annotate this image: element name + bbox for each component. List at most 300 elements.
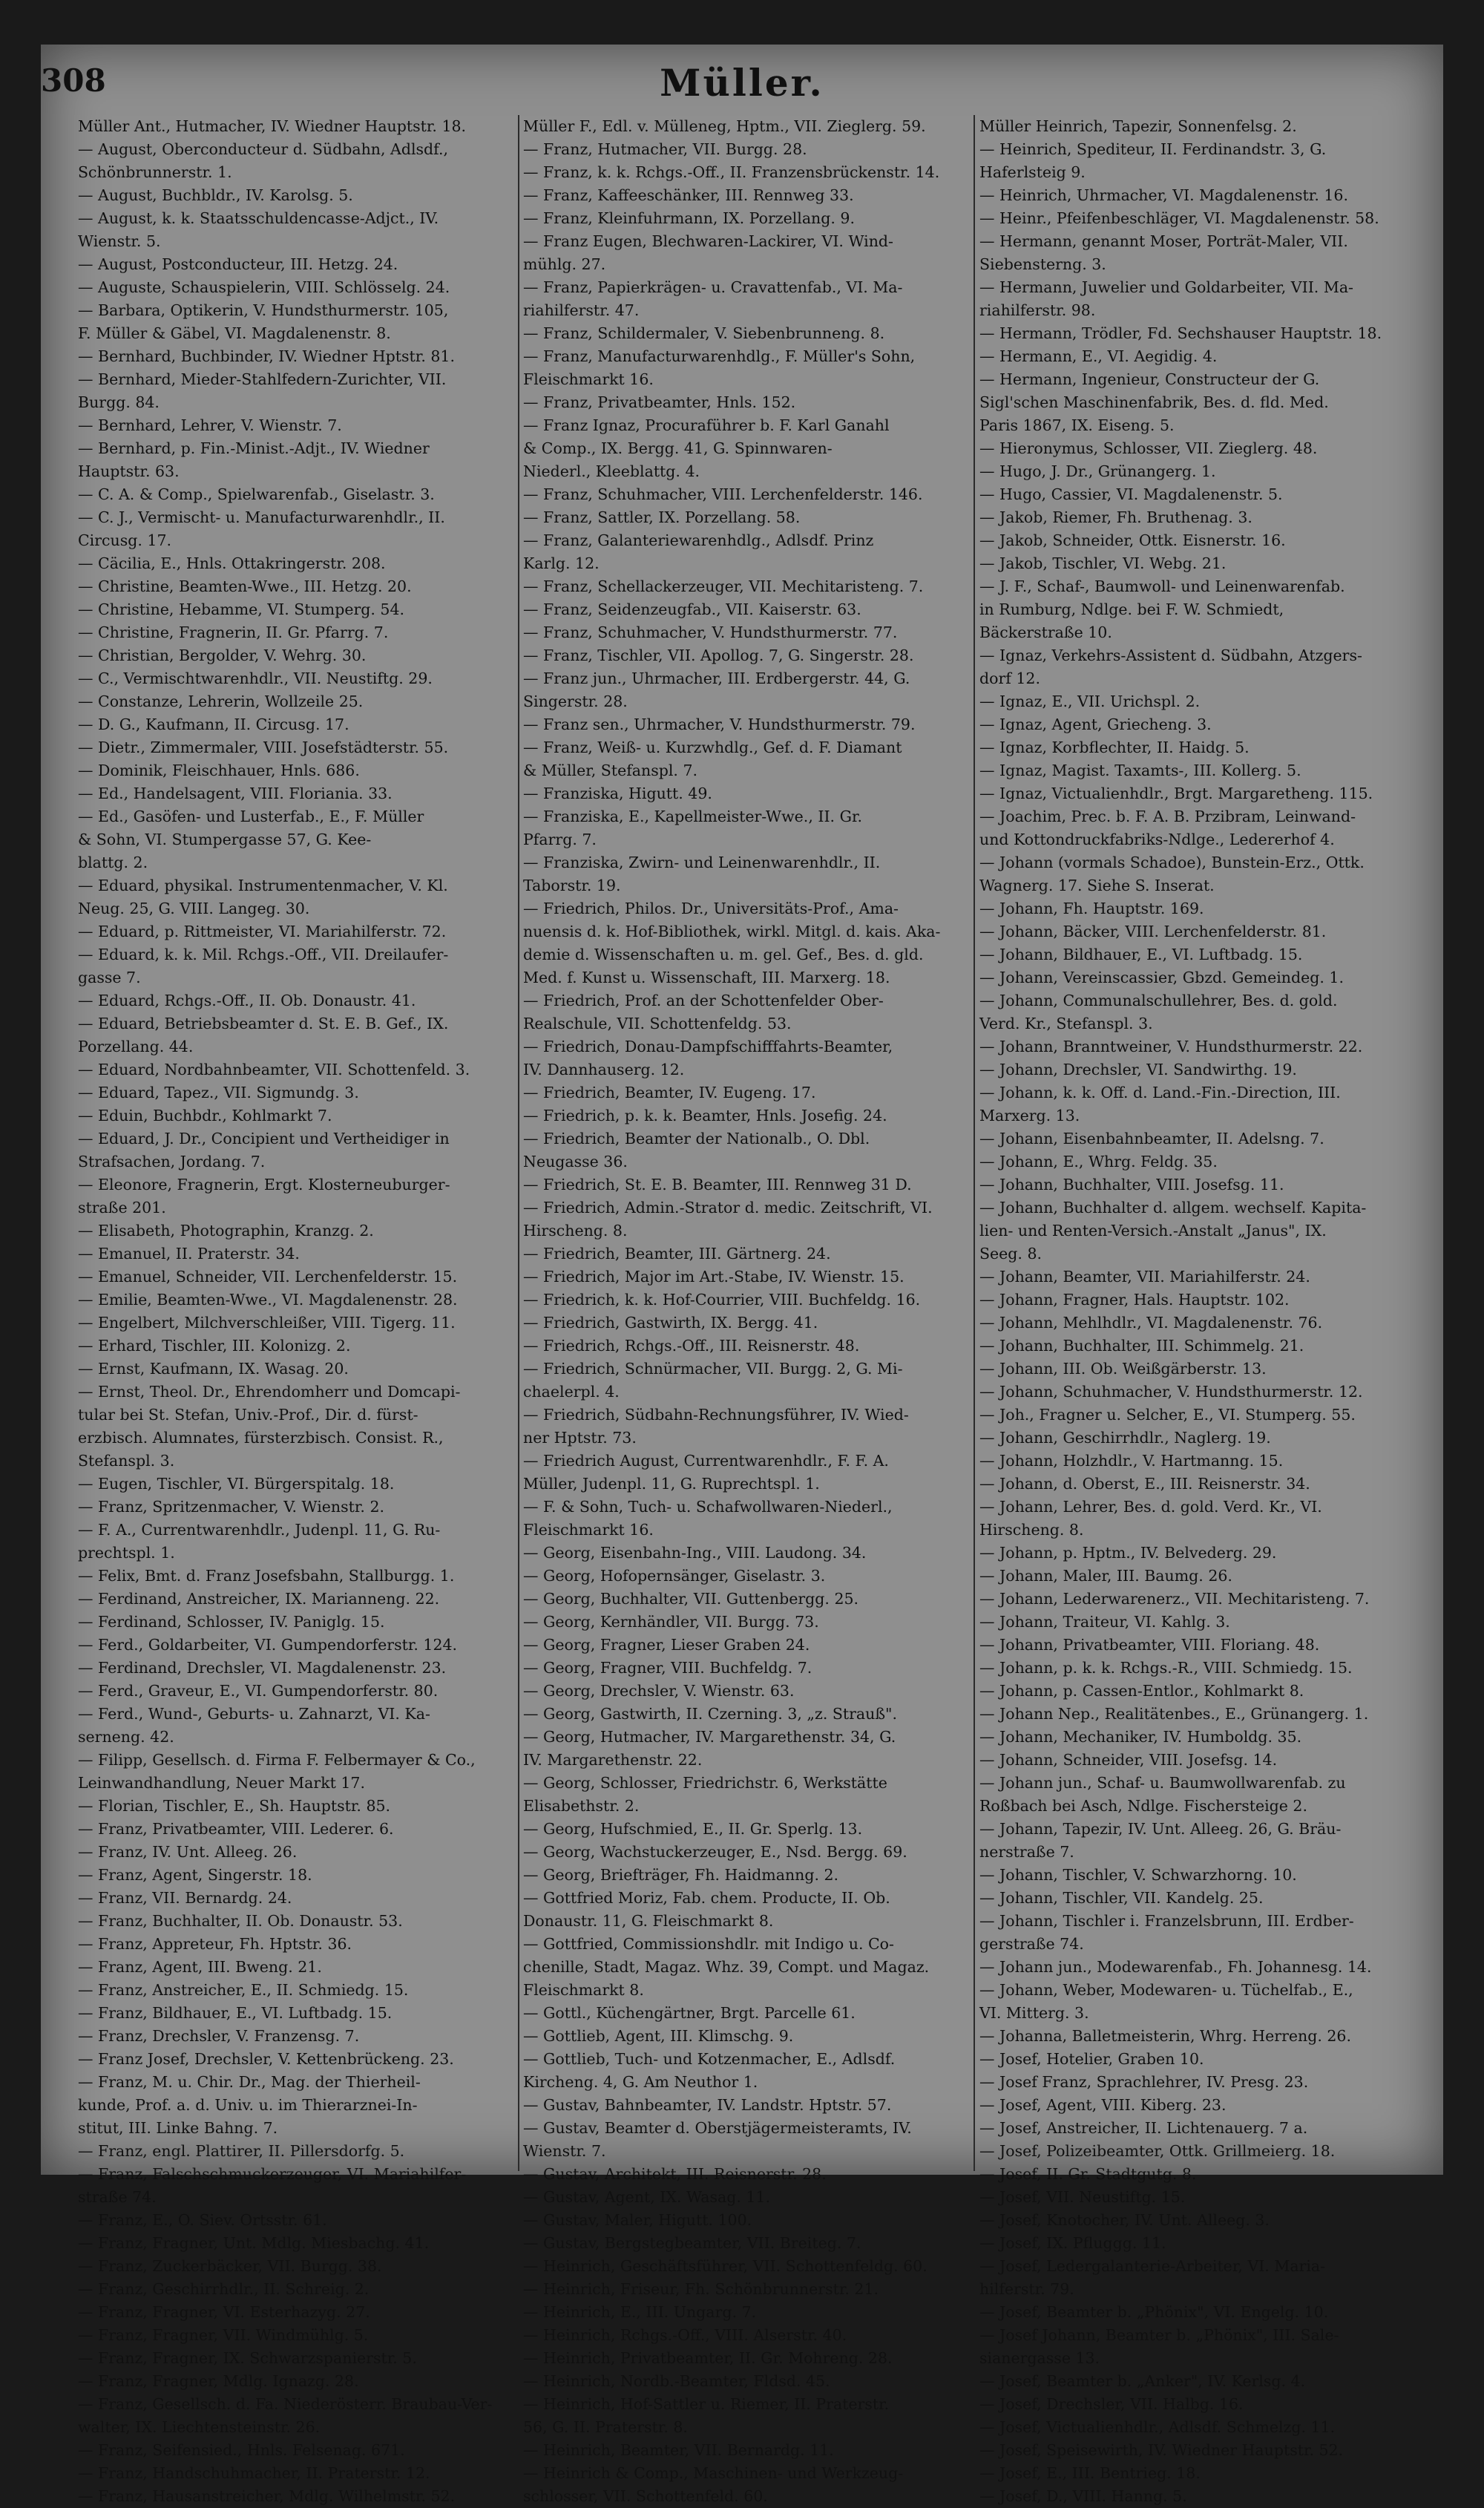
directory-line: & Comp., IX. Bergg. 41, G. Spinnwaren- bbox=[523, 439, 833, 457]
directory-line: — Johann (vormals Schadoe), Bunstein-Erz., Ottk. bbox=[979, 854, 1365, 871]
directory-line: — Dominik, Fleischhauer, Hnls. 686. bbox=[78, 762, 360, 779]
directory-line: — Johann, Privatbeamter, VIII. Floriang. 48. bbox=[979, 1636, 1320, 1654]
directory-line: — Josef, Drechsler, VII. Halbg. 16. bbox=[979, 2395, 1244, 2413]
directory-line: — Heinrich & Comp., Maschinen- und Werkzeug- bbox=[523, 2464, 904, 2482]
directory-line: Porzellang. 44. bbox=[78, 1038, 194, 1055]
directory-line: Roßbach bei Asch, Ndlge. Fischersteige 2. bbox=[979, 1797, 1307, 1815]
directory-line: — C. J., Vermischt- u. Manufacturwarenhdlr., II. bbox=[78, 508, 445, 526]
directory-line: demie d. Wissenschaften u. m. gel. Gef., Bes. d. gld. bbox=[523, 946, 924, 963]
directory-line: — Heinrich, Uhrmacher, VI. Magdalenenstr. 16. bbox=[979, 186, 1348, 204]
directory-line: — Heinrich, Geschäftsführer, VII. Schottenfeldg. 60. bbox=[523, 2257, 928, 2275]
directory-line: — Josef, Beamter b. „Anker", IV. Kerlsg. 4. bbox=[979, 2372, 1306, 2390]
directory-line: in Rumburg, Ndlge. bei F. W. Schmiedt, bbox=[979, 600, 1284, 618]
directory-line: Kircheng. 4, G. Am Neuthor 1. bbox=[523, 2073, 758, 2091]
running-head: Müller. bbox=[660, 61, 824, 105]
directory-line: — August, Buchbldr., IV. Karolsg. 5. bbox=[78, 186, 353, 204]
directory-line: — Johann, Branntweiner, V. Hundsthurmerstr. 22. bbox=[979, 1038, 1363, 1055]
directory-line: — Franz, Fragner, VII. Windmühlg. 5. bbox=[78, 2326, 369, 2344]
directory-line: Bäckerstraße 10. bbox=[979, 623, 1112, 641]
directory-line: — Friedrich, Beamter, IV. Eugeng. 17. bbox=[523, 1084, 816, 1101]
directory-line: — Franz, M. u. Chir. Dr., Mag. der Thierheil- bbox=[78, 2073, 421, 2091]
directory-line: — Heinrich, Hof-Sattler u. Riemer, II. Praterstr. bbox=[523, 2395, 890, 2413]
directory-line: — Franz, Drechsler, V. Franzensg. 7. bbox=[78, 2027, 360, 2045]
directory-line: — Johann, Tischler, VII. Kandelg. 25. bbox=[979, 1889, 1264, 1907]
directory-line: — Josef, Ledergalanterie-Arbeiter, VI. Maria- bbox=[979, 2257, 1326, 2275]
directory-line: — Bernhard, p. Fin.-Minist.-Adjt., IV. Wiedner bbox=[78, 439, 430, 457]
directory-line: — Franz, Schuhmacher, VIII. Lerchenfelderstr. 146. bbox=[523, 485, 923, 503]
directory-line: — Franz, Bildhauer, E., VI. Luftbadg. 15. bbox=[78, 2004, 393, 2022]
directory-line: — Josef, E., III. Bentrieg. 18. bbox=[979, 2464, 1201, 2482]
directory-line: — Johann, Tischler, V. Schwarzhorng. 10. bbox=[979, 1866, 1297, 1884]
directory-line: erzbisch. Alumnates, fürsterzbisch. Consist. R., bbox=[78, 1429, 444, 1447]
directory-line: — Ed., Handelsagent, VIII. Floriania. 33. bbox=[78, 785, 393, 802]
directory-line: — Franz, engl. Plattirer, II. Pillersdorfg. 5. bbox=[78, 2142, 405, 2160]
directory-line: — Emanuel, Schneider, VII. Lerchenfelderstr. 15. bbox=[78, 1268, 458, 1286]
directory-line: serneng. 42. bbox=[78, 1728, 174, 1746]
directory-line: nerstraße 7. bbox=[979, 1843, 1074, 1861]
directory-line: — Franziska, Zwirn- und Leinenwarenhdlr., II. bbox=[523, 854, 881, 871]
directory-line: lien- und Renten-Versich.-Anstalt „Janus", IX. bbox=[979, 1222, 1327, 1240]
directory-line: Pfarrg. 7. bbox=[523, 831, 597, 848]
directory-line: Singerstr. 28. bbox=[523, 693, 628, 710]
directory-line: — Gottfried Moriz, Fab. chem. Producte, II. Ob. bbox=[523, 1889, 890, 1907]
directory-line: — Franz, Seifensied., Hnls. Felsenag. 671. bbox=[78, 2441, 405, 2459]
directory-line: und Kottondruckfabriks-Ndlge., Ledererhof 4. bbox=[979, 831, 1335, 848]
directory-line: — Johann, Holzhdlr., V. Hartmanng. 15. bbox=[979, 1452, 1284, 1470]
directory-line: ner Hptstr. 73. bbox=[523, 1429, 637, 1447]
directory-line: — Johann, Traiteur, VI. Kahlg. 3. bbox=[979, 1613, 1230, 1631]
directory-line: — Georg, Buchhalter, VII. Guttenbergg. 25. bbox=[523, 1590, 859, 1608]
directory-line: — Georg, Fragner, VIII. Buchfeldg. 7. bbox=[523, 1659, 812, 1677]
directory-line: — Ferd., Wund-, Geburts- u. Zahnarzt, VI. Ka- bbox=[78, 1705, 430, 1723]
directory-line: — Eduard, p. Rittmeister, VI. Mariahilferstr. 72. bbox=[78, 923, 447, 940]
directory-line: — Georg, Wachstuckerzeuger, E., Nsd. Bergg. 69. bbox=[523, 1843, 907, 1861]
directory-line: — Franz, VII. Bernardg. 24. bbox=[78, 1889, 292, 1907]
directory-line: — Bernhard, Mieder-Stahlfedern-Zurichter, VII. bbox=[78, 370, 447, 388]
directory-line: — Georg, Hofopernsänger, Giselastr. 3. bbox=[523, 1567, 826, 1585]
directory-line: — Heinrich, Nordb.-Beamter, Fldsd. 45. bbox=[523, 2372, 830, 2390]
directory-line: — Engelbert, Milchverschleißer, VIII. Tigerg. 11. bbox=[78, 1314, 456, 1332]
directory-line: riahilferstr. 98. bbox=[979, 301, 1096, 319]
directory-line: — Gottl., Küchengärtner, Brgt. Parcelle 61. bbox=[523, 2004, 856, 2022]
directory-line: — Friedrich, Schnürmacher, VII. Burgg. 2, G. Mi- bbox=[523, 1360, 903, 1378]
directory-line: — Christine, Beamten-Wwe., III. Hetzg. 20. bbox=[78, 577, 412, 595]
directory-line: — Josef, Anstreicher, II. Lichtenauerg. 7 a. bbox=[979, 2119, 1308, 2137]
column-divider bbox=[974, 115, 975, 2171]
directory-line: Hirscheng. 8. bbox=[979, 1521, 1084, 1539]
column-divider bbox=[518, 115, 519, 2171]
directory-line: — Gottlieb, Tuch- und Kotzenmacher, E., Adlsdf. bbox=[523, 2050, 896, 2068]
directory-line: — Ernst, Kaufmann, IX. Wasag. 20. bbox=[78, 1360, 349, 1378]
directory-line: Elisabethstr. 2. bbox=[523, 1797, 640, 1815]
directory-line: — Friedrich, Südbahn-Rechnungsführer, IV. Wied- bbox=[523, 1406, 909, 1424]
directory-line: gasse 7. bbox=[78, 969, 141, 986]
directory-line: — Franz, Fragner, IX. Schwarzspanierstr. 5. bbox=[78, 2349, 417, 2367]
directory-line: — Eduard, Tapez., VII. Sigmundg. 3. bbox=[78, 1084, 359, 1101]
directory-line: — Eugen, Tischler, VI. Bürgerspitalg. 18. bbox=[78, 1475, 395, 1493]
directory-line: — Georg, Schlosser, Friedrichstr. 6, Werkstätte bbox=[523, 1774, 887, 1792]
directory-line: — Christine, Hebamme, VI. Stumperg. 54. bbox=[78, 600, 405, 618]
directory-line: — Johann, Bildhauer, E., VI. Luftbadg. 15. bbox=[979, 946, 1303, 963]
directory-line: — Franz, Agent, Singerstr. 18. bbox=[78, 1866, 312, 1884]
directory-line: — Florian, Tischler, E., Sh. Hauptstr. 85. bbox=[78, 1797, 391, 1815]
directory-line: — Hermann, genannt Moser, Porträt-Maler, VII. bbox=[979, 232, 1348, 250]
directory-line: — Franz, IV. Unt. Alleeg. 26. bbox=[78, 1843, 298, 1861]
directory-line: — Josef, Speisewirth, IV. Wiedner Hauptstr. 52. bbox=[979, 2441, 1344, 2459]
directory-line: Fleischmarkt 16. bbox=[523, 370, 654, 388]
directory-line: — Joh., Fragner u. Selcher, E., VI. Stumperg. 55. bbox=[979, 1406, 1356, 1424]
directory-line: 56, G. II. Praterstr. 8. bbox=[523, 2418, 688, 2436]
directory-line: Hauptstr. 63. bbox=[78, 462, 180, 480]
directory-line: — Franz, Fragner, VI. Esterhazyg. 27. bbox=[78, 2303, 370, 2321]
directory-line: — Josef, VII. Neustiftg. 15. bbox=[979, 2188, 1186, 2206]
directory-line: Fleischmarkt 16. bbox=[523, 1521, 654, 1539]
directory-line: — Ignaz, Magist. Taxamts-, III. Kollerg. 5. bbox=[979, 762, 1301, 779]
directory-line: — Franz Eugen, Blechwaren-Lackirer, VI. Wind- bbox=[523, 232, 893, 250]
directory-line: — Eduin, Buchbdr., Kohlmarkt 7. bbox=[78, 1107, 332, 1124]
directory-line: — Johann, E., Whrg. Feldg. 35. bbox=[979, 1153, 1218, 1170]
column-3 bbox=[979, 115, 1439, 2505]
directory-line: — Ignaz, Agent, Griecheng. 3. bbox=[979, 716, 1212, 733]
directory-line: Müller Ant., Hutmacher, IV. Wiedner Hauptstr. 18. bbox=[78, 117, 467, 135]
directory-line: — Franz, Schellackerzeuger, VII. Mechitaristeng. 7. bbox=[523, 577, 924, 595]
directory-line: — Emanuel, II. Praterstr. 34. bbox=[78, 1245, 300, 1263]
directory-line: — Barbara, Optikerin, V. Hundsthurmerstr. 105, bbox=[78, 301, 449, 319]
directory-line: — Gustav, Bahnbeamter, IV. Landstr. Hptstr. 57. bbox=[523, 2096, 892, 2114]
directory-line: — Gottlieb, Agent, III. Klimschg. 9. bbox=[523, 2027, 794, 2045]
directory-line: — Johann, Buchhalter d. allgem. wechself. Kapita- bbox=[979, 1199, 1367, 1217]
directory-line: — Heinrich, Beamter, VII. Bernardg. 11. bbox=[523, 2441, 834, 2459]
directory-line: IV. Dannhauserg. 12. bbox=[523, 1061, 685, 1078]
directory-line: — Johann jun., Schaf- u. Baumwollwarenfab. zu bbox=[979, 1774, 1346, 1792]
directory-line: hilferstr. 79. bbox=[979, 2280, 1074, 2298]
directory-line: — Johann, Mechaniker, IV. Humboldg. 35. bbox=[979, 1728, 1302, 1746]
directory-line: Paris 1867, IX. Eiseng. 5. bbox=[979, 416, 1175, 434]
directory-line: — Franz, Buchhalter, II. Ob. Donaustr. 53. bbox=[78, 1912, 403, 1930]
directory-line: Leinwandhandlung, Neuer Markt 17. bbox=[78, 1774, 365, 1792]
directory-line: — August, k. k. Staatsschuldencasse-Adjct., IV. bbox=[78, 209, 439, 227]
directory-line: — Johann, Communalschullehrer, Bes. d. gold. bbox=[979, 992, 1338, 1009]
directory-line: — Franz, Sattler, IX. Porzellang. 58. bbox=[523, 508, 801, 526]
directory-line: — Franz sen., Uhrmacher, V. Hundsthurmerstr. 79. bbox=[523, 716, 916, 733]
directory-line: — Bernhard, Buchbinder, IV. Wiedner Hptstr. 81. bbox=[78, 347, 455, 365]
directory-line: — Johann, Fragner, Hals. Hauptstr. 102. bbox=[979, 1291, 1290, 1309]
directory-line: stitut, III. Linke Bahng. 7. bbox=[78, 2119, 278, 2137]
directory-line: — Josef, Victualienhdlr., Adlsdf. Schmelzg. 11. bbox=[979, 2418, 1336, 2436]
directory-line: Med. f. Kunst u. Wissenschaft, III. Marxerg. 18. bbox=[523, 969, 890, 986]
directory-line: — Bernhard, Lehrer, V. Wienstr. 7. bbox=[78, 416, 342, 434]
directory-line: — Johann, Lehrer, Bes. d. gold. Verd. Kr., VI. bbox=[979, 1498, 1322, 1516]
directory-line: Schönbrunnerstr. 1. bbox=[78, 163, 232, 181]
directory-line: — Johann, Vereinscassier, Gbzd. Gemeindeg. 1. bbox=[979, 969, 1344, 986]
directory-line: — Eduard, Rchgs.-Off., II. Ob. Donaustr. 41. bbox=[78, 992, 416, 1009]
directory-line: sianergasse 13. bbox=[979, 2349, 1100, 2367]
directory-line: — Georg, Kernhändler, VII. Burgg. 73. bbox=[523, 1613, 819, 1631]
directory-line: — Emilie, Beamten-Wwe., VI. Magdalenenstr. 28. bbox=[78, 1291, 458, 1309]
directory-line: — Franz, Papierkrägen- u. Cravattenfab., VI. Ma- bbox=[523, 278, 903, 296]
directory-line: — Franz, Kaffeeschänker, III. Rennweg 33. bbox=[523, 186, 854, 204]
directory-line: — Joachim, Prec. b. F. A. B. Przibram, Leinwand- bbox=[979, 808, 1356, 825]
directory-line: — Ignaz, Verkehrs-Assistent d. Südbahn, Atzgers- bbox=[979, 646, 1362, 664]
directory-line: — Franz, Galanteriewarenhdlg., Adlsdf. Prinz bbox=[523, 531, 874, 549]
directory-line: — Johann, Maler, III. Baumg. 26. bbox=[979, 1567, 1232, 1585]
directory-line: — Eleonore, Fragnerin, Ergt. Klosterneuburger- bbox=[78, 1176, 450, 1194]
directory-line: — Gustav, Architekt, III. Reisnerstr. 28. bbox=[523, 2165, 827, 2183]
directory-line: — Friedrich, St. E. B. Beamter, III. Rennweg 31 D. bbox=[523, 1176, 912, 1194]
directory-line: — Johann, p. k. k. Rchgs.-R., VIII. Schmiedg. 15. bbox=[979, 1659, 1353, 1677]
directory-line: — Johann, Schneider, VIII. Josefsg. 14. bbox=[979, 1751, 1278, 1769]
directory-line: — Hermann, Juwelier und Goldarbeiter, VII. Ma- bbox=[979, 278, 1353, 296]
directory-line: — Johann, Mehlhdlr., VI. Magdalenenstr. 76. bbox=[979, 1314, 1323, 1332]
directory-line: — Hermann, Ingenieur, Constructeur der G. bbox=[979, 370, 1320, 388]
directory-line: — Ferd., Goldarbeiter, VI. Gumpendorferstr. 124. bbox=[78, 1636, 458, 1654]
directory-line: — Georg, Gastwirth, II. Czerning. 3, „z. Strauß". bbox=[523, 1705, 897, 1723]
directory-line: — Franz, Spritzenmacher, V. Wienstr. 2. bbox=[78, 1498, 385, 1516]
directory-line: Karlg. 12. bbox=[523, 554, 600, 572]
directory-line: Strafsachen, Jordang. 7. bbox=[78, 1153, 266, 1170]
directory-line: — Franz, Hutmacher, VII. Burgg. 28. bbox=[523, 140, 807, 158]
directory-line: — Friedrich August, Currentwarenhdlr., F. F. A. bbox=[523, 1452, 889, 1470]
directory-line: kunde, Prof. a. d. Univ. u. im Thierarznei-In- bbox=[78, 2096, 418, 2114]
directory-line: — Franz, Appreteur, Fh. Hptstr. 36. bbox=[78, 1935, 352, 1953]
directory-line: VI. Mitterg. 3. bbox=[979, 2004, 1089, 2022]
directory-line: Müller F., Edl. v. Mülleneg, Hptm., VII. Zieglerg. 59. bbox=[523, 117, 926, 135]
directory-line: — Franz, Geschirrhdlr., II. Schreig. 2. bbox=[78, 2280, 370, 2298]
directory-line: — C. A. & Comp., Spielwarenfab., Giselastr. 3. bbox=[78, 485, 435, 503]
directory-line: — Josef, Beamter b. „Phönix", VI. Engelg. 10. bbox=[979, 2303, 1329, 2321]
directory-line: — Jakob, Tischler, VI. Webg. 21. bbox=[979, 554, 1227, 572]
directory-line: Hirscheng. 8. bbox=[523, 1222, 628, 1240]
directory-line: — Franz, Seidenzeugfab., VII. Kaiserstr. 63. bbox=[523, 600, 861, 618]
directory-line: dorf 12. bbox=[979, 669, 1040, 687]
directory-line: — Friedrich, Philos. Dr., Universitäts-Prof., Ama- bbox=[523, 900, 899, 917]
directory-line: — Friedrich, Donau-Dampfschifffahrts-Beamter, bbox=[523, 1038, 893, 1055]
directory-line: — Franz, Kleinfuhrmann, IX. Porzellang. 9. bbox=[523, 209, 855, 227]
directory-line: — Josef, Agent, VIII. Kiberg. 23. bbox=[979, 2096, 1227, 2114]
directory-line: — Franz, Schuhmacher, V. Hundsthurmerstr. 77. bbox=[523, 623, 898, 641]
directory-line: — Johann, Tischler i. Franzelsbrunn, III. Erdber- bbox=[979, 1912, 1354, 1930]
directory-line: Seeg. 8. bbox=[979, 1245, 1043, 1263]
directory-line: — Heinr., Pfeifenbeschläger, VI. Magdalenenstr. 58. bbox=[979, 209, 1379, 227]
directory-line: & Sohn, VI. Stumpergasse 57, G. Kee- bbox=[78, 831, 372, 848]
directory-line: Taborstr. 19. bbox=[523, 877, 621, 894]
directory-line: Sigl'schen Maschinenfabrik, Bes. d. fld. Med. bbox=[979, 393, 1329, 411]
directory-line: — Franz, Falschschmuckerzeuger, VI. Mariahilfer- bbox=[78, 2165, 467, 2183]
directory-line: — Johann, Schuhmacher, V. Hundsthurmerstr. 12. bbox=[979, 1383, 1363, 1401]
directory-line: — Eduard, Betriebsbeamter d. St. E. B. Gef., IX. bbox=[78, 1015, 449, 1032]
directory-line: — Jakob, Riemer, Fh. Bruthenag. 3. bbox=[979, 508, 1252, 526]
directory-line: — Ferd., Graveur, E., VI. Gumpendorferstr. 80. bbox=[78, 1682, 439, 1700]
directory-line: — Hieronymus, Schlosser, VII. Zieglerg. 48. bbox=[979, 439, 1318, 457]
directory-line: — Ferdinand, Anstreicher, IX. Marianneng. 22. bbox=[78, 1590, 440, 1608]
directory-line: — Franziska, E., Kapellmeister-Wwe., II. Gr. bbox=[523, 808, 863, 825]
directory-line: Verd. Kr., Stefanspl. 3. bbox=[979, 1015, 1153, 1032]
directory-line: — Johann, Buchhalter, III. Schimmelg. 21. bbox=[979, 1337, 1304, 1355]
directory-line: — Franziska, Higutt. 49. bbox=[523, 785, 712, 802]
directory-line: Realschule, VII. Schottenfeldg. 53. bbox=[523, 1015, 792, 1032]
directory-line: — Josef, II. Gr. Stadtgutg. 8. bbox=[979, 2165, 1197, 2183]
directory-line: — Gottfried, Commissionshdlr. mit Indigo u. Co- bbox=[523, 1935, 894, 1953]
directory-line: — Franz, Tischler, VII. Apollog. 7, G. Singerstr. 28. bbox=[523, 646, 914, 664]
directory-line: — Johann, Geschirrhdlr., Naglerg. 19. bbox=[979, 1429, 1271, 1447]
directory-line: — Josef, IX. Pfluggg. 11. bbox=[979, 2234, 1166, 2252]
directory-line: — Constanze, Lehrerin, Wollzeile 25. bbox=[78, 693, 364, 710]
directory-line: — Christian, Bergolder, V. Wehrg. 30. bbox=[78, 646, 367, 664]
directory-line: blattg. 2. bbox=[78, 854, 148, 871]
directory-line: — Franz, Zuckerbäcker, VII. Burgg. 38. bbox=[78, 2257, 382, 2275]
directory-line: — Johann, Beamter, VII. Mariahilferstr. 24. bbox=[979, 1268, 1310, 1286]
directory-line: — Josef, Hotelier, Graben 10. bbox=[979, 2050, 1204, 2068]
directory-line: — Franz, Privatbeamter, Hnls. 152. bbox=[523, 393, 796, 411]
directory-line: — Johann, III. Ob. Weißgärberstr. 13. bbox=[979, 1360, 1267, 1378]
directory-line: — Josef Franz, Sprachlehrer, IV. Presg. 23. bbox=[979, 2073, 1309, 2091]
directory-line: — Johann Nep., Realitätenbes., E., Grünangerg. 1. bbox=[979, 1705, 1369, 1723]
directory-line: — Georg, Eisenbahn-Ing., VIII. Laudong. 34. bbox=[523, 1544, 867, 1562]
directory-line: — Friedrich, Beamter, III. Gärtnerg. 24. bbox=[523, 1245, 831, 1263]
directory-line: IV. Margarethenstr. 22. bbox=[523, 1751, 703, 1769]
directory-page bbox=[41, 45, 1443, 2505]
directory-line: — Friedrich, Rchgs.-Off., III. Reisnerstr. 48. bbox=[523, 1337, 860, 1355]
directory-line: Müller Heinrich, Tapezir, Sonnenfelsg. 2. bbox=[979, 117, 1297, 135]
directory-line: — Georg, Briefträger, Fh. Haidmanng. 2. bbox=[523, 1866, 839, 1884]
directory-line: — Johann, Buchhalter, VIII. Josefsg. 11. bbox=[979, 1176, 1284, 1194]
directory-line: — Heinrich, Rchgs.-Off., VIII. Alserstr. 40. bbox=[523, 2326, 847, 2344]
directory-line: — Johann, Fh. Hauptstr. 169. bbox=[979, 900, 1204, 917]
directory-line: — Josef, Knotocher, IV. Unt. Alleeg. 3. bbox=[979, 2211, 1270, 2229]
directory-line: — Felix, Bmt. d. Franz Josefsbahn, Stallburgg. 1. bbox=[78, 1567, 455, 1585]
directory-line: — Ignaz, Korbflechter, II. Haidg. 5. bbox=[979, 739, 1250, 756]
directory-line: — Franz, Agent, III. Bweng. 21. bbox=[78, 1958, 322, 1976]
directory-line: — Johann jun., Modewarenfab., Fh. Johannesg. 14. bbox=[979, 1958, 1372, 1976]
directory-line: Niederl., Kleeblattg. 4. bbox=[523, 462, 700, 480]
directory-line: Burgg. 84. bbox=[78, 393, 160, 411]
directory-line: prechtspl. 1. bbox=[78, 1544, 175, 1562]
directory-line: schlosser, VII. Schottenfeld. 60. bbox=[523, 2487, 768, 2505]
directory-line: — Gustav, Agent, IX. Wasag. 11. bbox=[523, 2188, 771, 2206]
directory-line: — Heinrich, Spediteur, II. Ferdinandstr. 3, G. bbox=[979, 140, 1327, 158]
directory-line: — Johann, Drechsler, VI. Sandwirthg. 19. bbox=[979, 1061, 1297, 1078]
directory-line: mühlg. 27. bbox=[523, 255, 606, 273]
directory-line: Wienstr. 5. bbox=[78, 232, 161, 250]
directory-line: — Ignaz, Victualienhdlr., Brgt. Margaretheng. 115. bbox=[979, 785, 1373, 802]
directory-line: gerstraße 74. bbox=[979, 1935, 1084, 1953]
directory-line: Marxerg. 13. bbox=[979, 1107, 1080, 1124]
directory-line: — Eduard, J. Dr., Concipient und Vertheidiger in bbox=[78, 1130, 450, 1147]
directory-line: — F. & Sohn, Tuch- u. Schafwollwaren-Niederl., bbox=[523, 1498, 893, 1516]
directory-line: — Franz Josef, Drechsler, V. Kettenbrückeng. 23. bbox=[78, 2050, 454, 2068]
directory-line: — Elisabeth, Photographin, Kranzg. 2. bbox=[78, 1222, 374, 1240]
directory-line: — Johann, p. Cassen-Entlor., Kohlmarkt 8. bbox=[979, 1682, 1304, 1700]
directory-line: — Gustav, Bergstegbeamter, VII. Breiteg. 7. bbox=[523, 2234, 861, 2252]
directory-line: Wagnerg. 17. Siehe S. Inserat. bbox=[979, 877, 1215, 894]
directory-line: straße 201. bbox=[78, 1199, 166, 1217]
directory-line: Wienstr. 7. bbox=[523, 2142, 606, 2160]
directory-line: — Friedrich, p. k. k. Beamter, Hnls. Josefig. 24. bbox=[523, 1107, 887, 1124]
directory-line: — J. F., Schaf-, Baumwoll- und Leinenwarenfab. bbox=[979, 577, 1345, 595]
directory-line: — Jakob, Schneider, Ottk. Eisnerstr. 16. bbox=[979, 531, 1286, 549]
directory-line: — C., Vermischtwarenhdlr., VII. Neustiftg. 29. bbox=[78, 669, 433, 687]
directory-line: — Johann, k. k. Off. d. Land.-Fin.-Direction, III. bbox=[979, 1084, 1341, 1101]
directory-line: Stefanspl. 3. bbox=[78, 1452, 175, 1470]
directory-line: — August, Oberconducteur d. Südbahn, Adlsdf., bbox=[78, 140, 449, 158]
directory-line: — Ed., Gasöfen- und Lusterfab., E., F. Müller bbox=[78, 808, 424, 825]
page-header bbox=[41, 59, 1443, 104]
directory-line: — Cäcilia, E., Hnls. Ottakringerstr. 208. bbox=[78, 554, 386, 572]
directory-line: — Friedrich, Gastwirth, IX. Bergg. 41. bbox=[523, 1314, 818, 1332]
directory-line: chaelerpl. 4. bbox=[523, 1383, 620, 1401]
directory-line: — Johann, Weber, Modewaren- u. Tüchelfab., E., bbox=[979, 1981, 1353, 1999]
directory-line: — Johann, Bäcker, VIII. Lerchenfelderstr. 81. bbox=[979, 923, 1327, 940]
directory-line: — Auguste, Schauspielerin, VIII. Schlösselg. 24. bbox=[78, 278, 450, 296]
directory-line: chenille, Stadt, Magaz. Whz. 39, Compt. und Magaz. bbox=[523, 1958, 930, 1976]
directory-line: — Georg, Hufschmied, E., II. Gr. Sperlg. 13. bbox=[523, 1820, 863, 1838]
directory-line: — Franz, Privatbeamter, VIII. Lederer. 6. bbox=[78, 1820, 394, 1838]
directory-line: — Johann, Eisenbahnbeamter, II. Adelsng. 7. bbox=[979, 1130, 1324, 1147]
directory-line: — Georg, Drechsler, V. Wienstr. 63. bbox=[523, 1682, 795, 1700]
directory-line: — August, Postconducteur, III. Hetzg. 24. bbox=[78, 255, 398, 273]
directory-line: — Johann, d. Oberst, E., III. Reisnerstr. 34. bbox=[979, 1475, 1310, 1493]
directory-line: — Josef, Polizeibeamter, Ottk. Grillmeierg. 18. bbox=[979, 2142, 1336, 2160]
directory-line: — Franz, Schildermaler, V. Siebenbrunneng. 8. bbox=[523, 324, 885, 342]
directory-line: — Filipp, Gesellsch. d. Firma F. Felbermayer & Co., bbox=[78, 1751, 476, 1769]
column-2 bbox=[523, 115, 961, 2505]
directory-line: — Franz, Weiß- u. Kurzwhdlg., Gef. d. F. Diamant bbox=[523, 739, 902, 756]
directory-line: — Franz, Anstreicher, E., II. Schmiedg. 15. bbox=[78, 1981, 409, 1999]
directory-line: — D. G., Kaufmann, II. Circusg. 17. bbox=[78, 716, 349, 733]
directory-line: — Johanna, Balletmeisterin, Whrg. Herreng. 26. bbox=[979, 2027, 1351, 2045]
directory-line: nuensis d. k. Hof-Bibliothek, wirkl. Mitgl. d. kais. Aka- bbox=[523, 923, 941, 940]
directory-line: — F. A., Currentwarenhdlr., Judenpl. 11, G. Ru- bbox=[78, 1521, 441, 1539]
directory-line: straße 74. bbox=[78, 2188, 157, 2206]
directory-line: — Hermann, E., VI. Aegidig. 4. bbox=[979, 347, 1218, 365]
directory-line: & Müller, Stefanspl. 7. bbox=[523, 762, 697, 779]
directory-line: Neugasse 36. bbox=[523, 1153, 628, 1170]
directory-line: — Dietr., Zimmermaler, VIII. Josefstädterstr. 55. bbox=[78, 739, 449, 756]
page-number: 308 bbox=[41, 62, 106, 99]
directory-line: — Heinrich, E., III. Ungarg. 7. bbox=[523, 2303, 757, 2321]
directory-line: — Johann, p. Hptm., IV. Belvederg. 29. bbox=[979, 1544, 1277, 1562]
directory-line: — Georg, Hutmacher, IV. Margarethenstr. 34, G. bbox=[523, 1728, 896, 1746]
directory-line: — Franz jun., Uhrmacher, III. Erdbergerstr. 44, G. bbox=[523, 669, 910, 687]
directory-line: — Hugo, J. Dr., Grünangerg. 1. bbox=[979, 462, 1216, 480]
directory-line: — Heinrich, Friseur, Fh. Schönbrunnerstr. 21. bbox=[523, 2280, 879, 2298]
directory-line: — Georg, Fragner, Lieser Graben 24. bbox=[523, 1636, 810, 1654]
directory-line: — Christine, Fragnerin, II. Gr. Pfarrg. 7. bbox=[78, 623, 389, 641]
directory-line: — Eduard, Nordbahnbeamter, VII. Schottenfeld. 3. bbox=[78, 1061, 470, 1078]
directory-line: tular bei St. Stefan, Univ.-Prof., Dir. d. fürst- bbox=[78, 1406, 418, 1424]
directory-line: — Johann, Lederwarenerz., VII. Mechitaristeng. 7. bbox=[979, 1590, 1370, 1608]
directory-line: — Johann, Tapezir, IV. Unt. Alleeg. 26, G. Bräu- bbox=[979, 1820, 1342, 1838]
directory-line: — Gustav, Beamter d. Oberstjägermeisteramts, IV. bbox=[523, 2119, 912, 2137]
directory-line: — Gustav, Maler, Higutt. 100. bbox=[523, 2211, 752, 2229]
directory-line: Neug. 25, G. VIII. Langeg. 30. bbox=[78, 900, 310, 917]
directory-line: — Franz, Hausanstreicher, Mdlg. Wilhelmstr. 52. bbox=[78, 2487, 456, 2505]
directory-line: Haferlsteig 9. bbox=[979, 163, 1086, 181]
directory-line: — Friedrich, Major im Art.-Stabe, IV. Wienstr. 15. bbox=[523, 1268, 904, 1286]
directory-line: — Josef, D., VIII. Hanng. 5. bbox=[979, 2487, 1187, 2505]
directory-line: — Friedrich, Beamter der Nationalb., O. Dbl. bbox=[523, 1130, 870, 1147]
directory-line: — Hermann, Trödler, Fd. Sechshauser Hauptstr. 18. bbox=[979, 324, 1382, 342]
directory-line: Siebensterng. 3. bbox=[979, 255, 1106, 273]
directory-line: — Eduard, k. k. Mil. Rchgs.-Off., VII. Dreilaufer- bbox=[78, 946, 449, 963]
directory-line: — Heinrich, Privatbeamter, II. Gr. Mohreng. 28. bbox=[523, 2349, 893, 2367]
directory-line: — Franz, Manufacturwarenhdlg., F. Müller's Sohn, bbox=[523, 347, 916, 365]
directory-line: Circusg. 17. bbox=[78, 531, 172, 549]
directory-line: — Franz, Fragner, Unt. Mdlg. Miesbachg. 41. bbox=[78, 2234, 430, 2252]
directory-line: — Erhard, Tischler, III. Kolonizg. 2. bbox=[78, 1337, 351, 1355]
directory-line: — Friedrich, Admin.-Strator d. medic. Zeitschrift, VI. bbox=[523, 1199, 933, 1217]
directory-line: — Franz, k. k. Rchgs.-Off., II. Franzensbrückenstr. 14. bbox=[523, 163, 940, 181]
